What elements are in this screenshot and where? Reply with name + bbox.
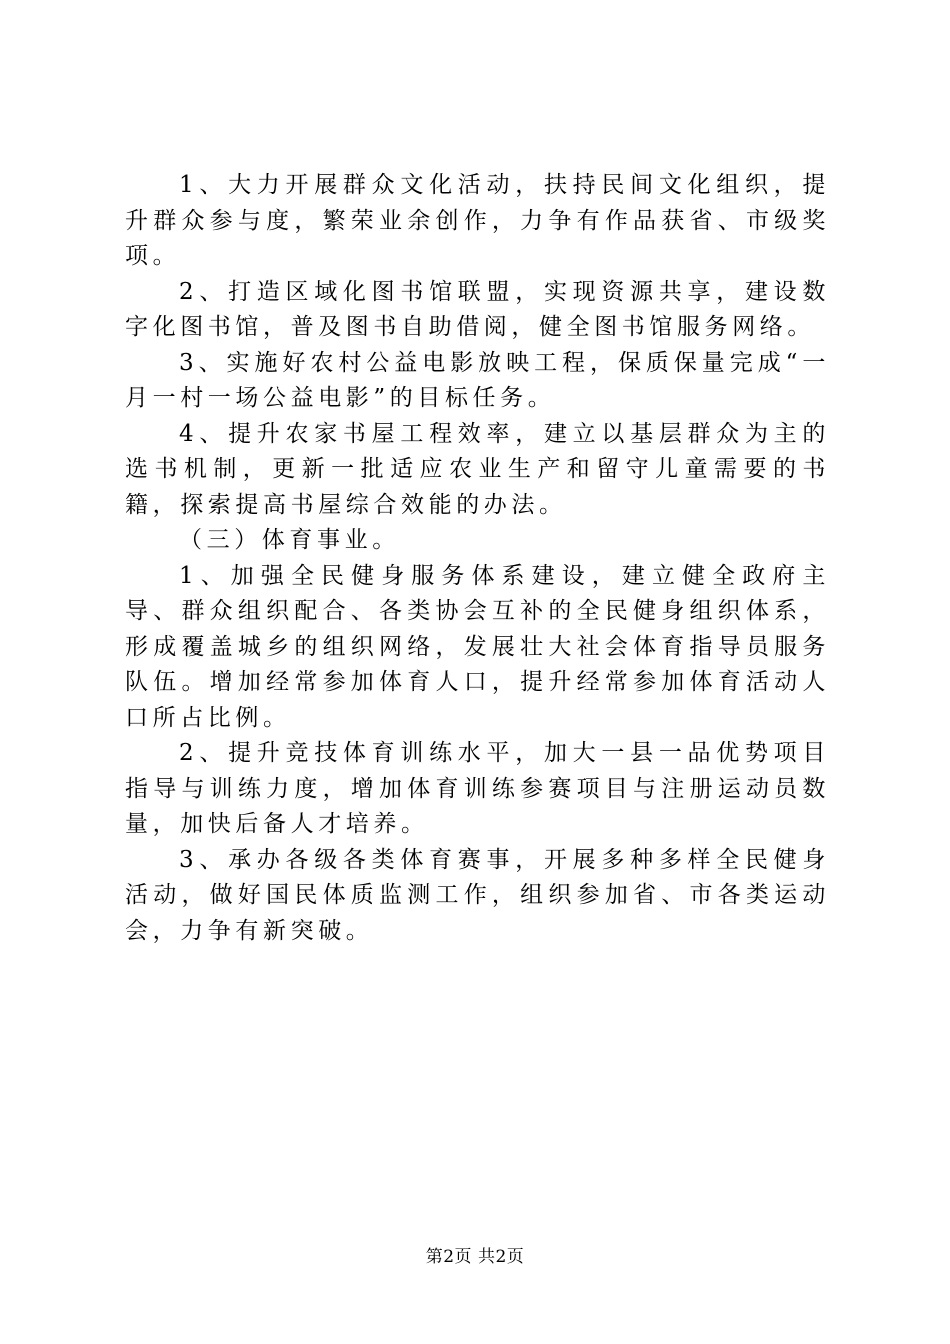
page-number-footer: 第2页 共2页 (425, 1247, 525, 1267)
paragraph-sports-1: 1、加强全民健身服务体系建设，建立健全政府主导、群众组织配合、各类协会互补的全民健身组织体系，形成覆盖城乡的组织网络，发展壮大社会体育指导员服务队伍。增加经常参加体育人口，提升经常参加体育活动人口所占比例。 (125, 562, 830, 731)
paragraph-sports-2: 2、提升竞技体育训练水平，加大一县一品优势项目指导与训练力度，增加体育训练参赛项目与注册运动员数量，加快后备人才培养。 (125, 740, 830, 837)
section-heading-sports: （三）体育事业。 (179, 527, 400, 553)
paragraph-culture-4: 4、提升农家书屋工程效率，建立以基层群众为主的选书机制，更新一批适应农业生产和留守儿童需要的书籍，探索提高书屋综合效能的办法。 (125, 420, 830, 518)
paragraph-culture-2: 2、打造区域化图书馆联盟，实现资源共享，建设数字化图书馆，普及图书自助借阅，健全图书馆服务网络。 (125, 278, 830, 340)
paragraph-sports-3: 3、承办各级各类体育赛事，开展多种多样全民健身活动，做好国民体质监测工作，组织参加省、市各类运动会，力争有新突破。 (125, 846, 830, 944)
paragraph-culture-1: 1、大力开展群众文化活动，扶持民间文化组织，提升群众参与度，繁荣业余创作，力争有作品获省、市级奖项。 (125, 172, 830, 269)
paragraph-culture-3: 3、实施好农村公益电影放映工程，保质保量完成“一月一村一场公益电影”的目标任务。 (125, 349, 830, 411)
document-body (125, 168, 830, 949)
